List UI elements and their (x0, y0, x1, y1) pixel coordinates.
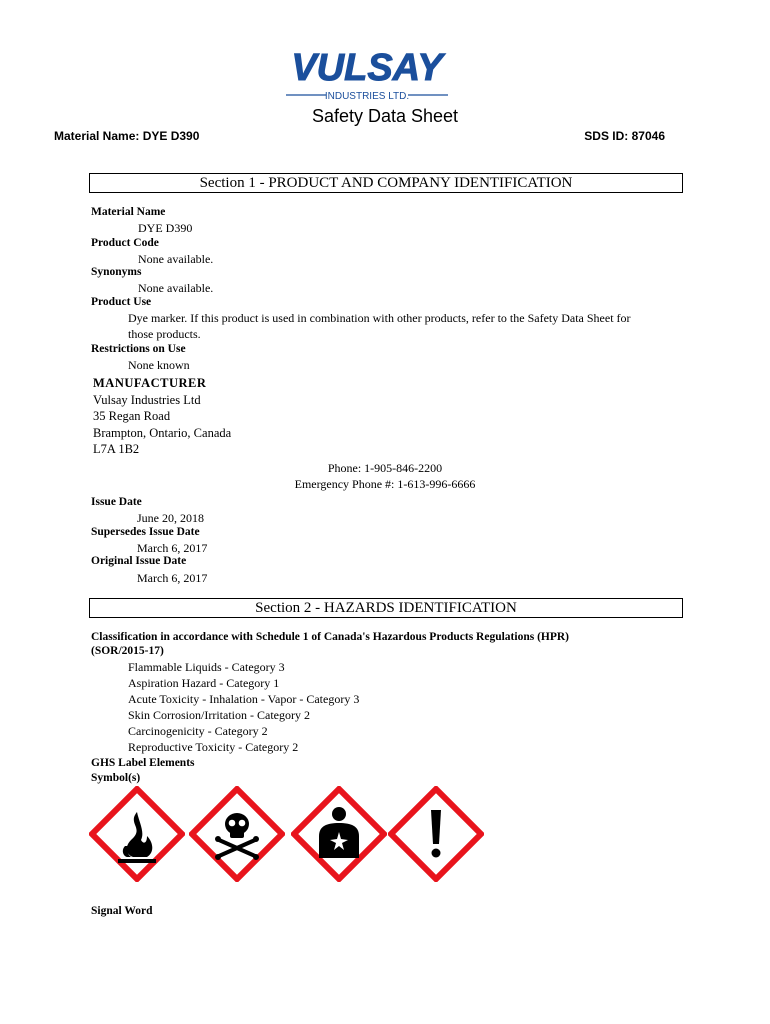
classification-item: Aspiration Hazard - Category 1 (128, 676, 280, 690)
document-title: Safety Data Sheet (311, 106, 459, 126)
original-date-value: March 6, 2017 (137, 571, 208, 585)
skull-crossbones-icon (189, 786, 285, 882)
material-name-header: Material Name: DYE D390 (54, 129, 200, 143)
vulsay-logo-icon (282, 48, 452, 104)
classification-item: Skin Corrosion/Irritation - Category 2 (128, 708, 310, 722)
signal-word-label: Signal Word (91, 905, 153, 917)
synonyms-label: Synonyms (91, 266, 142, 278)
ghs-label-elements: GHS Label Elements (91, 757, 195, 769)
section-2-title: Section 2 - HAZARDS IDENTIFICATION (89, 598, 683, 618)
sds-id: SDS ID: 87046 (584, 129, 665, 143)
logo-wordmark: VULSAY (291, 48, 443, 89)
product-code-label: Product Code (91, 237, 159, 249)
phone-number: Phone: 1-905-846-2200 (327, 461, 443, 475)
product-use-value-line1: Dye marker. If this product is used in combination with other products, refer to the Safety Data Sheet for (128, 311, 631, 325)
health-hazard-icon (291, 786, 387, 882)
restrictions-value: None known (128, 358, 190, 372)
supersedes-date-value: March 6, 2017 (137, 541, 208, 555)
supersedes-date-label: Supersedes Issue Date (91, 526, 200, 538)
classification-item: Acute Toxicity - Inhalation - Vapor - Category 3 (128, 692, 360, 706)
flame-icon (89, 786, 185, 882)
manufacturer-line: Vulsay Industries Ltd (93, 393, 201, 407)
issue-date-value: June 20, 2018 (137, 511, 204, 525)
product-use-label: Product Use (91, 296, 152, 308)
classification-heading-cont: (SOR/2015-17) (91, 645, 164, 657)
emergency-phone: Emergency Phone #: 1-613-996-6666 (294, 477, 476, 491)
section-1-title: Section 1 - PRODUCT AND COMPANY IDENTIFICATION (89, 173, 683, 193)
restrictions-label: Restrictions on Use (91, 343, 186, 355)
product-use-value-line2: those products. (128, 327, 201, 341)
classification-item: Reproductive Toxicity - Category 2 (128, 740, 299, 754)
manufacturer-label: MANUFACTURER (93, 376, 207, 390)
issue-date-label: Issue Date (91, 496, 142, 508)
symbols-label: Symbol(s) (91, 772, 141, 784)
product-code-value: None available. (138, 252, 214, 266)
company-logo (282, 48, 452, 104)
material-name-value: DYE D390 (138, 221, 193, 235)
classification-item: Carcinogenicity - Category 2 (128, 724, 268, 738)
synonyms-value: None available. (138, 281, 214, 295)
manufacturer-line: Brampton, Ontario, Canada (93, 426, 232, 440)
exclamation-mark-icon (388, 786, 484, 882)
classification-heading: Classification in accordance with Schedule 1 of Canada's Hazardous Products Regulations (HPR) (91, 631, 570, 643)
manufacturer-line: L7A 1B2 (93, 442, 140, 456)
manufacturer-line: 35 Regan Road (93, 409, 171, 423)
original-date-label: Original Issue Date (91, 555, 187, 567)
classification-item: Flammable Liquids - Category 3 (128, 660, 285, 674)
logo-subtext: INDUSTRIES LTD. (324, 91, 410, 102)
material-name-label: Material Name (91, 206, 166, 218)
